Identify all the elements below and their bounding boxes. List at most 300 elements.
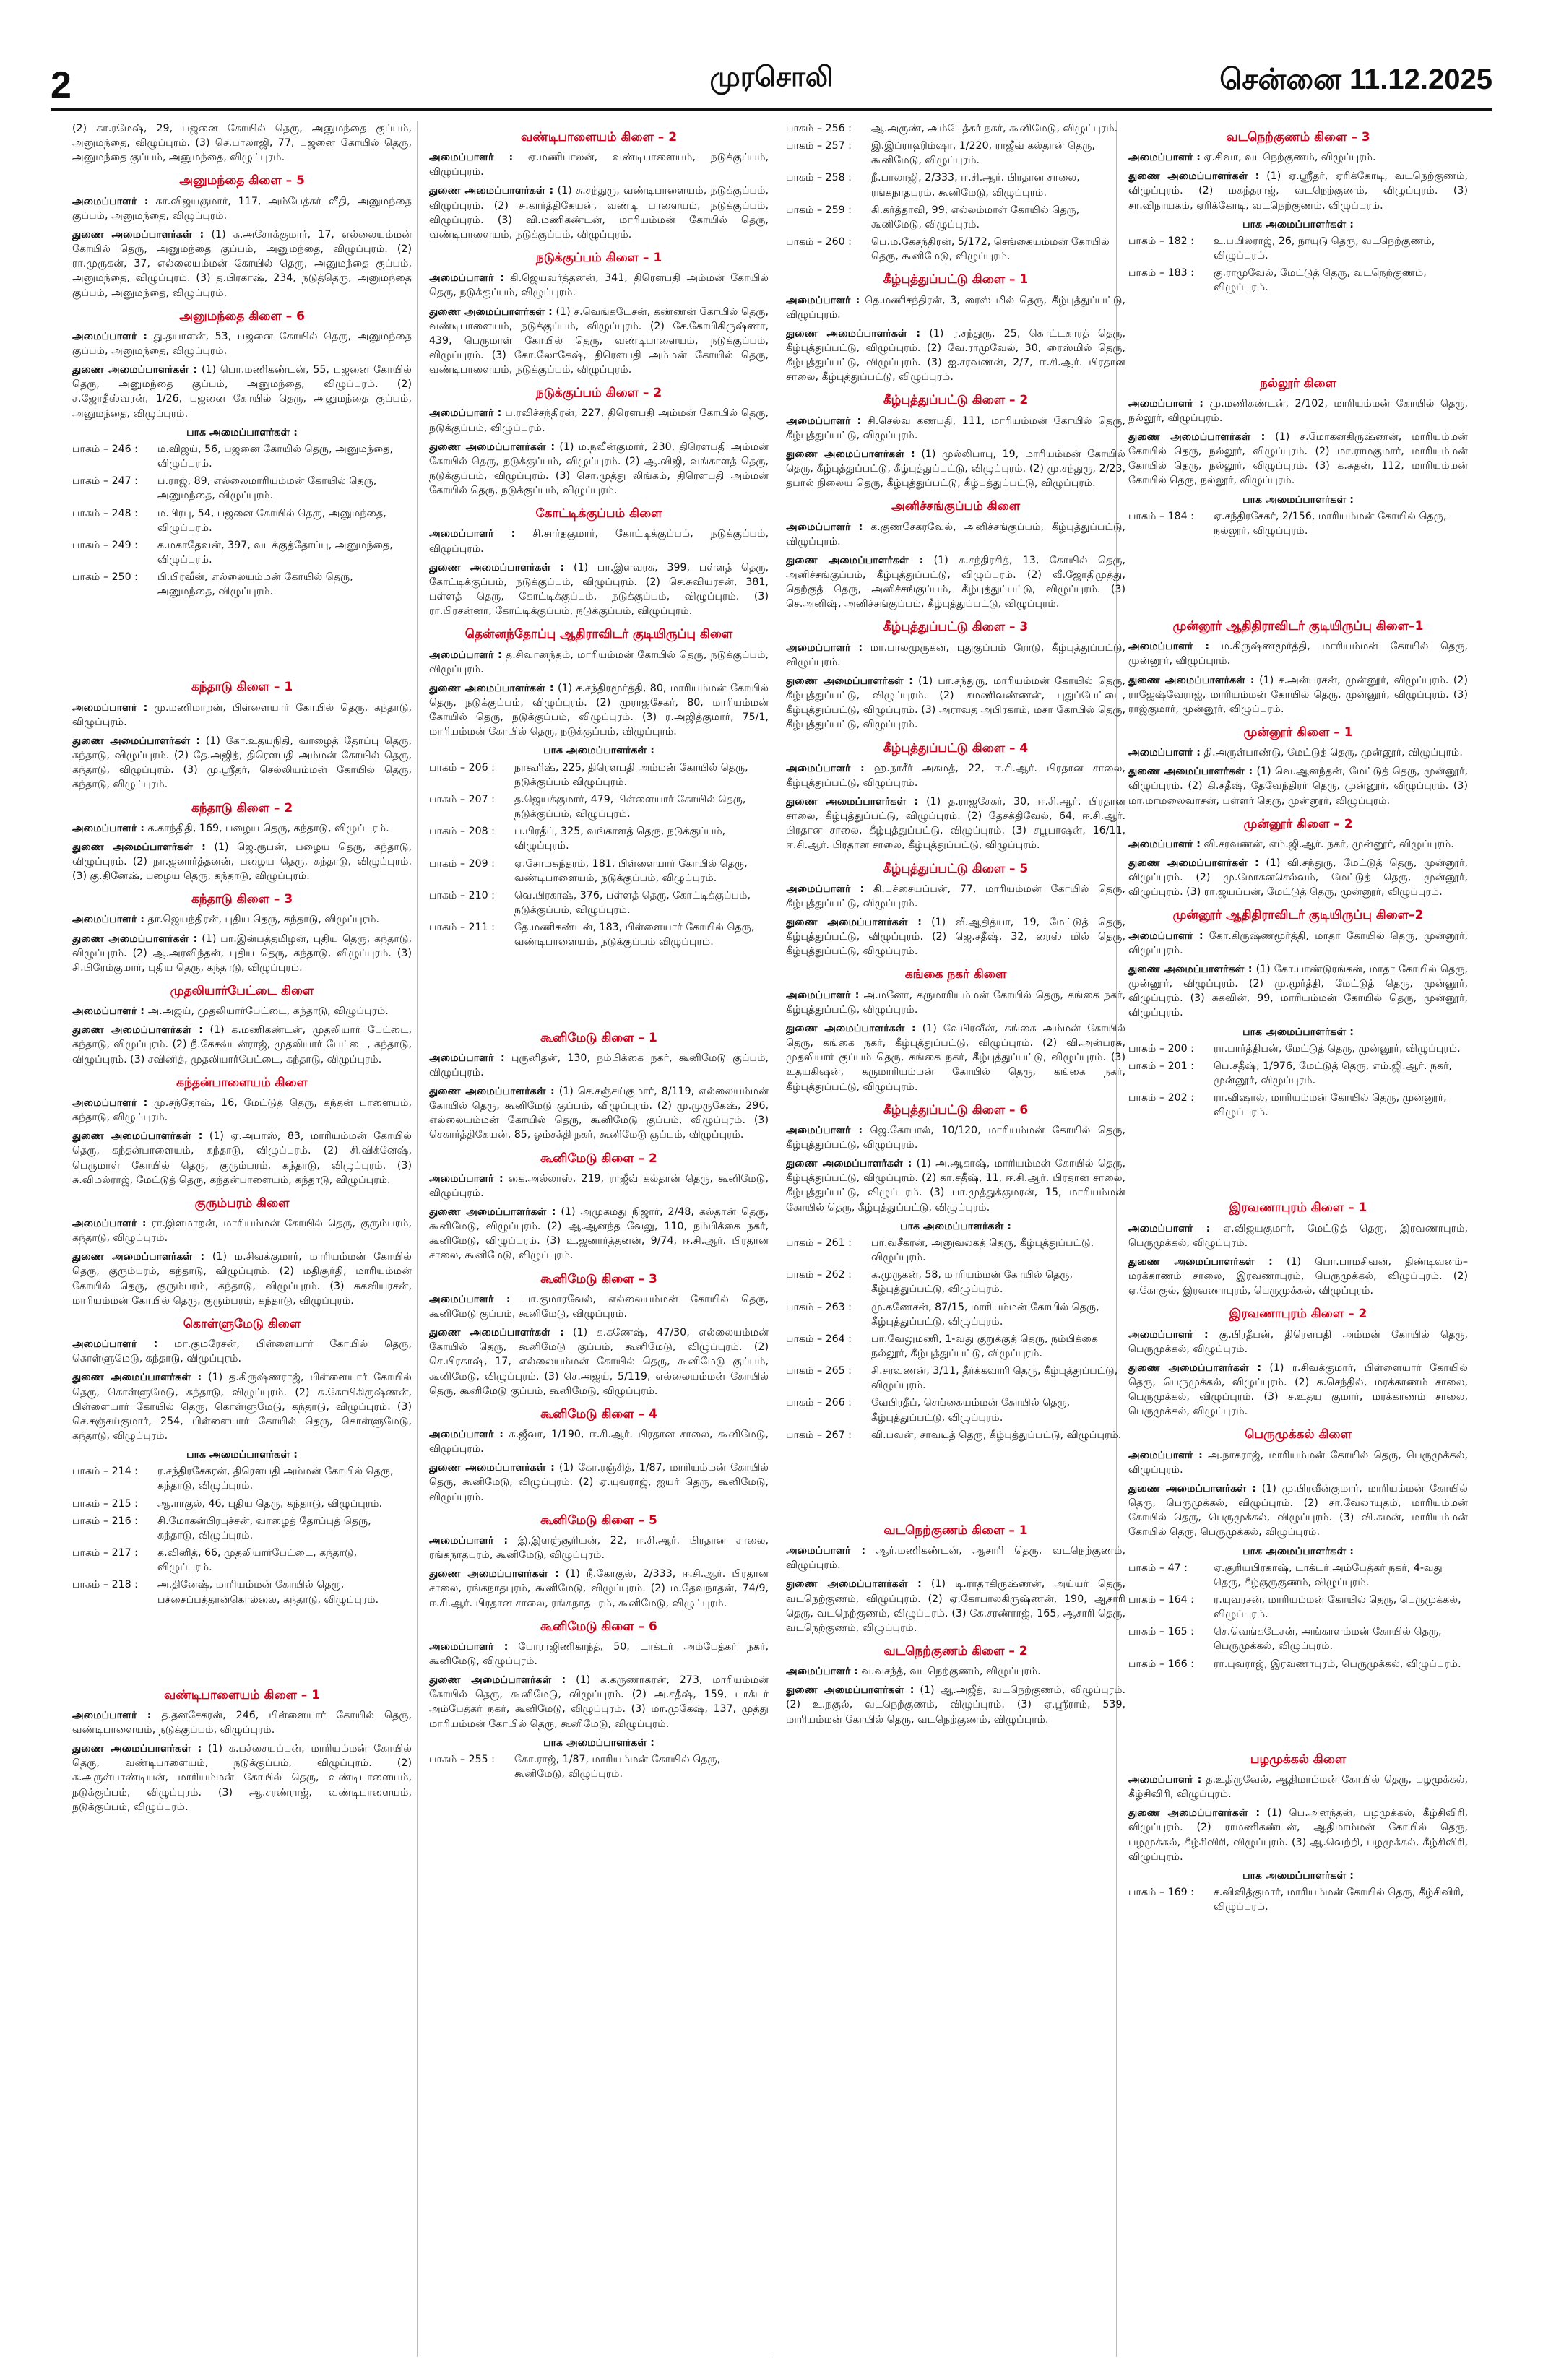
section-spacer (1128, 1127, 1468, 1192)
booth-organizer: ஏ.சூரியபிரகாஷ், டாக்டர் அம்பேத்கர் நகர், 4-வது தெரு, கீழ்குருகுணம், விழுப்புரம். (1214, 1562, 1443, 1588)
deputy-organizers (1128, 1806, 1468, 1864)
booth-row (72, 1464, 412, 1493)
booth-row (786, 1428, 1125, 1442)
branch-title: இரவணாபுரம் கிளை – 1 (1229, 1200, 1367, 1216)
deputy-organizers-text: (1) வி.சந்துரு, மேட்டுத் தெரு, முன்னூர், விழுப்புரம். (2) மு.மோகனசெல்வம், மேட்டுத் தெரு, முன்னூர், விழுப்புரம். (3) ரா.ஜயப்பன், மேட்டுத் தெரு, முன்னூர், விழுப்புரம். (1128, 857, 1468, 899)
booth-organizer: ர.சந்திரசேகரன், திரௌபதி அம்மன் கோயில் தெரு, கந்தாடு, விழுப்புரம். (157, 1466, 394, 1492)
booth-number: பாகம் – 210 : (429, 889, 495, 901)
organizer (786, 1123, 1125, 1152)
booth-row (1128, 1593, 1468, 1622)
deputy-organizers-label: துணை அமைப்பாளர்கள் : (72, 932, 198, 945)
organizer (786, 414, 1125, 443)
section-spacer (1128, 545, 1468, 610)
organizer-text: கா.விஜயகுமார், 117, அம்பேத்கர் வீதி, அனுமந்தை குப்பம், அனுமந்தை, விழுப்புரம். (72, 195, 412, 222)
deputy-organizers-label: துணை அமைப்பாளர்கள் : (72, 1372, 202, 1384)
branch-section (72, 1074, 412, 1187)
deputy-organizers (72, 840, 412, 883)
organizer-text: ம.கிருஷ்ணமூர்த்தி, மாரியம்மன் கோயில் தெரு, முன்னூர், விழுப்புரம். (1128, 641, 1468, 667)
deputy-organizers-label: துணை அமைப்பாளர்கள் : (786, 917, 922, 928)
booth-number: பாகம் – 183 : (1128, 267, 1194, 280)
deputy-organizers-label: துணை அமைப்பாளர்கள் : (1128, 766, 1253, 778)
deputy-organizers (1128, 1481, 1468, 1540)
deputy-organizers (1128, 1361, 1468, 1419)
organizer-label: அமைப்பாளர் : (786, 989, 860, 1001)
branch-title: கந்தாடு கிளை – 2 (191, 800, 293, 815)
organizer-label: அமைப்பாளர் : (786, 294, 860, 306)
booth-row (786, 121, 1125, 136)
deputy-organizers-label: துணை அமைப்பாளர்கள் : (1128, 1807, 1261, 1819)
booth-row (72, 570, 412, 599)
booth-number: பாகம் – 267 : (786, 1429, 852, 1441)
booth-row (786, 1395, 1125, 1424)
deputy-organizers-label: துணை அமைப்பாளர்கள் : (786, 795, 919, 808)
organizer (1128, 1773, 1468, 1801)
organizer-label: அமைப்பாளர் : (72, 1005, 144, 1018)
organizer (429, 271, 769, 300)
organizer (72, 194, 412, 223)
deputy-organizers (429, 1205, 769, 1263)
booth-row (786, 1332, 1125, 1361)
organizer (429, 406, 769, 435)
organizer-label: அமைப்பாளர் : (786, 1666, 858, 1678)
deputy-organizers-text: (1) ம.சிவக்குமார், மாரியம்மன் கோயில் தெரு, குரும்பரம், கந்தாடு, விழுப்புரம். (2) மதிசூர்தி, மாரியம்மன் கோயில் தெரு, குரும்பரம், கந்தாடு, விழுப்புரம். (3) சுகவியரசன், மாரியம்மன் கோயில் தெரு, குரும்பரம், கந்தாடு, விழுப்புரம். (72, 1251, 412, 1307)
organizer (1128, 929, 1468, 958)
deputy-organizers-label: துணை அமைப்பாளர்கள் : (429, 1085, 555, 1097)
deputy-organizers-text: (1) ம.நவீன்குமார், 230, திரௌபதி அம்மன் கோயில் தெரு, நடுக்குப்பம், விழுப்புரம். (2) ஆ.விஜி, வங்காளத் தெரு, நடுக்குப்பம், விழுப்புரம். (3) சொ.முத்து லிங்கம், திரௌபதி அம்மன் கோயில் தெரு, நடுக்குப்பம், விழுப்புரம். (429, 441, 769, 497)
deputy-organizers (72, 228, 412, 300)
branch-section (786, 740, 1125, 853)
organizer-text: கோ.கிருஷ்ணமூர்த்தி, மாதா கோயில் தெரு, முன்னூர், விழுப்புரம். (1128, 930, 1468, 956)
deputy-organizers-text: (1) க.கணேஷ், 47/30, எல்லையம்மன் கோயில் தெரு, கூனிமேடு குப்பம், கூனிமேடு, விழுப்புரம். (2) செ.பிரகாஷ், 17, எல்லையம்மன் கோயில் தெரு, கூனிமேடு குப்பம், கூனிமேடு, விழுப்புரம். (3) செ.அஜய், 5/119, எல்லையம்மன் கோயில் தெரு, கூனிமேடு குப்பம், கூனிமேடு, விழுப்புரம். (429, 1327, 769, 1397)
section-spacer (1128, 303, 1468, 368)
organizer-text: கு.பிரதீபன், திரௌபதி அம்மன் கோயில் தெரு, பெருமுக்கல், விழுப்புரம். (1128, 1328, 1468, 1355)
booth-heading: பாக அமைப்பாளர்கள் : (1242, 1869, 1354, 1882)
organizer-label: அமைப்பாளர் : (72, 1096, 148, 1109)
booth-organizer: பெ.ம.கேசந்திரன், 5/172, செங்கையம்மன் கோயில் தெரு, கூனிமேடு, விழுப்புரம். (871, 236, 1110, 263)
booth-row (429, 792, 769, 821)
booth-row (1128, 266, 1468, 295)
column-3 (786, 121, 1125, 2360)
organizer-text: மு.மணிகண்டன், 2/102, மாரியம்மன் கோயில் தெரு, நல்லூர், விழுப்புரம். (1128, 397, 1468, 424)
deputy-organizers (429, 1325, 769, 1398)
deputy-organizers-text: (1) செ.சஞ்சய்குமார், 8/119, எல்லையம்மன் கோயில் தெரு, கூனிமேடு குப்பம், விழுப்புரம். (2) மு.முருகேஷ், 296, எல்லையம்மன் கோயில் தெரு, கூனிமேடு குப்பம், விழுப்புரம். (3) செகார்த்திகேயன், 85, ஓம்சக்தி நகர், கூனிமேடு குப்பம், விழுப்புரம். (429, 1085, 769, 1141)
organizer-label: அமைப்பாளர் : (429, 649, 502, 661)
branch-title: நல்லூர் கிளை (1260, 376, 1336, 391)
organizer-text: த.சிவானந்தம், மாரியம்மன் கோயில் தெரு, நடுக்குப்பம், விழுப்புரம். (429, 649, 769, 675)
booth-number: பாகம் – 263 : (786, 1301, 852, 1313)
booth-number: பாகம் – 47 : (1128, 1562, 1188, 1574)
deputy-organizers (72, 1129, 412, 1187)
deputy-organizers-label: துணை அமைப்பாளர்கள் : (786, 327, 921, 339)
branch-title: கீழ்புத்துப்பட்டு கிளை – 6 (883, 1102, 1029, 1117)
deputy-organizers-label: துணை அமைப்பாளர்கள் : (786, 1022, 916, 1034)
booth-organizer: வெ.பிரகாஷ், 376, பள்ளத் தெரு, கோட்டிக்குப்பம், நடுக்குப்பம், விழுப்புரம். (514, 889, 751, 917)
booth-organizer: மு.கணேசன், 87/15, மாரியம்மன் கோயில் தெரு, கீழ்புத்துப்பட்டு, விழுப்புரம். (871, 1301, 1099, 1328)
organizer-label: அமைப்பாளர் : (72, 195, 149, 207)
branch-section (786, 618, 1125, 732)
branch-title: முன்னூர் கிளை – 1 (1243, 724, 1353, 740)
organizer (72, 701, 412, 730)
organizer (786, 293, 1125, 322)
branch-title: கூனிமேடு கிளை – 5 (540, 1513, 657, 1528)
deputy-organizers-text: (1) வீ.ஆதித்யா, 19, மேட்டுத் தெரு, கீழ்புத்துப்பட்டு, விழுப்புரம். (2) ஜெ.சதீஷ், 32, ரைஸ் மில் தெரு, கீழ்புத்துப்பட்டு, விழுப்புரம். (786, 917, 1125, 958)
deputy-organizers-label: துணை அமைப்பாளர்கள் : (429, 1206, 556, 1218)
deputy-organizers (72, 1741, 412, 1814)
organizer (786, 641, 1125, 670)
masthead (0, 0, 1543, 108)
booth-organizer: நீ.பாலாஜி, 2/333, ஈ.சி.ஆர். பிரதான சாலை, ரங்கநாதபுரம், கூனிமேடு, விழுப்புரம். (871, 172, 1080, 199)
deputy-organizers-text: (1) ஜெ.ரூபன், பழைய தெரு, கந்தாடு, விழுப்புரம். (2) நா.ஜனார்த்தனன், பழைய தெரு, கந்தாடு, விழுப்புரம். (3) கு.தினேஷ், பழைய தெரு, கந்தாடு, விழுப்புரம். (72, 841, 412, 883)
deputy-organizers (786, 1021, 1125, 1094)
branch-section (786, 498, 1125, 611)
organizer (429, 648, 769, 677)
deputy-organizers (429, 440, 769, 498)
booth-row (72, 442, 412, 471)
deputy-organizers-label: துணை அமைப்பாளர்கள் : (786, 1684, 915, 1697)
deputy-organizers-label: துணை அமைப்பாளர்கள் : (72, 1743, 202, 1755)
booth-number: பாகம் – 247 : (72, 475, 138, 488)
branch-title: கோட்டிக்குப்பம் கிளை (535, 506, 662, 522)
deputy-organizers (786, 1577, 1125, 1635)
section-spacer (1128, 1679, 1468, 1744)
booth-organizer: ச.விவித்குமார், மாரியம்மன் கோயில் தெரு, கீழ்சிவிரி, விழுப்புரம். (1214, 1886, 1464, 1913)
organizer-text: ஜெ.கோபால், 10/120, மாரியம்மன் கோயில் தெரு, கீழ்புத்துப்பட்டு, விழுப்புரம். (786, 1124, 1125, 1151)
branch-section (786, 1102, 1125, 1442)
deputy-organizers-label: துணை அமைப்பாளர்கள் : (72, 1251, 205, 1263)
organizer (72, 1096, 412, 1125)
booth-number: பாகம் – 211 : (429, 922, 495, 934)
organizer-text: போராஜிணிகாந்த், 50, டாக்டர் அம்பேத்கர் நகர், கூனிமேடு, விழுப்புரம். (429, 1640, 769, 1667)
deputy-organizers-text: (1) கோ.பாண்டுரங்கன், மாதா கோயில் தெரு, முன்னூர், விழுப்புரம். (2) மு.மூர்த்தி, மேட்டுத் தெரு, முன்னூர், விழுப்புரம். (3) சுகவின், 99, மாரியம்மன் கோயில் தெரு, முன்னூர், விழுப்புரம். (1128, 963, 1468, 1019)
organizer-label: அமைப்பாளர் : (1128, 1328, 1209, 1341)
booth-number: பாகம் – 259 : (786, 204, 852, 216)
organizer-label: அமைப்பாளர் : (429, 272, 504, 285)
deputy-organizers-text: (1) த.கிருஷ்ணராஜ், பிள்ளையார் கோயில் தெரு, கொள்ளுமேடு, கந்தாடு, விழுப்புரம். (2) சு.கோபிகிருஷ்ணன், பிள்ளையார் கோயில் தெரு, கொள்ளுமேடு, கந்தாடு, விழுப்புரம். (3) செ.சஞ்சய்குமார், 254, பிள்ளையார் கோயில் தெரு, கொள்ளுமேடு, கந்தாடு, விழுப்புரம். (72, 1372, 412, 1442)
booth-number: பாகம் – 200 : (1128, 1042, 1194, 1055)
booth-organizer: பி.பிரவீன், எல்லையம்மன் கோயில் தெரு, அனுமந்தை, விழுப்புரம். (157, 571, 353, 598)
booth-number: பாகம் – 209 : (429, 857, 495, 870)
organizer-label: அமைப்பாளர் : (786, 1124, 863, 1136)
deputy-organizers-label: துணை அமைப்பாளர்கள் : (72, 841, 206, 853)
branch-title: கந்தாடு கிளை – 3 (191, 892, 293, 907)
booth-organizer: ப.ராஜ், 89, எல்லைமாரியம்மன் கோயில் தெரு, அனுமந்தை, விழுப்புரம். (157, 475, 377, 502)
organizer (786, 761, 1125, 790)
booth-organizer: இ.இப்ராஹிம்ஷா, 1/220, ராஜீவ் கல்தான் தெரு, கூனிமேடு, விழுப்புரம். (871, 140, 1096, 167)
deputy-organizers-label: துணை அமைப்பாளர்கள் : (429, 1568, 559, 1580)
deputy-organizers-label: துணை அமைப்பாளர்கள் : (429, 1327, 564, 1339)
branch-title: கீழ்புத்துப்பட்டு கிளை – 3 (883, 620, 1029, 635)
deputy-organizers-label: துணை அமைப்பாளர்கள் : (72, 735, 201, 747)
deputy-organizers-label: துணை அமைப்பாளர்கள் : (72, 228, 204, 241)
organizer-label: அமைப்பாளர் : (1128, 641, 1210, 653)
branch-title: கங்கை நகர் கிளை (904, 967, 1007, 982)
column-2 (429, 121, 769, 2360)
booth-number: பாகம் – 201 : (1128, 1060, 1194, 1072)
deputy-organizers (786, 447, 1125, 490)
booth-number: பாகம் – 184 : (1128, 510, 1194, 522)
branch-section (72, 172, 412, 300)
deputy-organizers-text: (1) முல்லிபாபு, 19, மாரியம்மன் கோயில் தெரு, கீழ்புத்துப்பட்டு, கீழ்புத்துப்பட்டு, விழுப்புரம். (2) மு.சந்துரு, 2/23, தபால் நிலைய தெரு, கீழ்புத்துப்பட்டு, கீழ்புத்துப்பட்டு, விழுப்புரம். (786, 448, 1125, 490)
booth-row (786, 1236, 1125, 1265)
organizer-text: தி.அருள்பாண்டு, மேட்டுத் தெரு, முன்னூர், விழுப்புரம். (1203, 747, 1463, 759)
deputy-organizers-text: (1) ர.சிவக்குமார், பிள்ளையார் கோயில் தெரு, பெருமுக்கல், விழுப்புரம். (2) க.செந்தில், மரக்காணம் சாலை, பெருமுக்கல், விழுப்புரம். (3) ச.உதய குமார், மரக்காணம் சாலை, பெருமுக்கல், விழுப்புரம். (1128, 1362, 1468, 1418)
organizer-label: அமைப்பாளர் : (786, 1545, 866, 1557)
deputy-organizers-text: (1) பெ.அனந்தன், பழமுக்கல், கீழ்சிவிரி, விழுப்புரம். (2) ராமணிகண்டன், ஆதிமாம்மன் கோயில் தெரு, பழமுக்கல், கீழ்சிவிரி, விழுப்புரம். (3) ஆ.வெற்றி, பழமுக்கல், கீழ்சிவிரி, விழுப்புரம். (1128, 1807, 1468, 1863)
branch-section (786, 860, 1125, 959)
organizer-text: த.தனசேகரன், 246, பிள்ளையார் கோயில் தெரு, வண்டிபாளையம், நடுக்குப்பம், விழுப்புரம். (72, 1709, 412, 1736)
organizer-label: அமைப்பாளர் : (429, 1172, 503, 1185)
organizer-text: க.குணசேகரவேல், அனிச்சங்குப்பம், கீழ்புத்துப்பட்டு, விழுப்புரம். (786, 521, 1125, 548)
deputy-organizers (1128, 673, 1468, 717)
organizer-label: அமைப்பாளர் : (1128, 747, 1201, 759)
organizer (429, 527, 769, 555)
organizer-label: அமைப்பாளர் : (786, 641, 863, 654)
branch-section (72, 308, 412, 600)
booth-row (1128, 1059, 1468, 1088)
branch-section (1128, 815, 1468, 900)
deputy-organizers (786, 795, 1125, 853)
branch-section (429, 1029, 769, 1143)
booth-organizer: க.வினித், 66, முதலியார்பேட்டை, கந்தாடு, விழுப்புரம். (157, 1547, 358, 1574)
deputy-organizers-text: (1) ச.அன்பரசன், முன்னூர், விழுப்புரம். (2) ராஜேஷ்வேராஜ், மாரியம்மன் கோயில் தெரு, முன்னூர், விழுப்புரம். (3) ராஜ்குமார், முன்னூர், விழுப்புரம். (1128, 674, 1468, 715)
deputy-organizers-text: (1) பா.இன்பத்தமிழன், புதிய தெரு, கந்தாடு, விழுப்புரம். (2) ஆ.அரவிந்தன், புதிய தெரு, கந்தாடு, விழுப்புரம். (3) சி.பிரேம்குமார், புதிய தெரு, கந்தாடு, விழுப்புரம். (72, 932, 412, 974)
organizer-label: அமைப்பாளர் : (72, 914, 144, 926)
organizer (72, 821, 412, 836)
booth-organizer: வி.பவன், சாவடித் தெரு, கீழ்புத்துப்பட்டு, விழுப்புரம். (871, 1429, 1122, 1441)
branch-title: அனிச்சங்குப்பம் கிளை (891, 499, 1021, 514)
organizer-label: அமைப்பாளர் : (786, 521, 863, 533)
organizer-text: வி.சரவணன், எம்.ஜி.ஆர். நகர், முன்னூர், விழுப்புரம். (1203, 838, 1454, 850)
deputy-organizers (72, 363, 412, 421)
branch-title: வண்டிபாளையம் கிளை – 2 (520, 130, 678, 144)
branch-title: அனுமந்தை கிளை – 5 (179, 173, 305, 189)
deputy-organizers-text: (1) டி.ராதாகிருஷ்ணன், அய்யர் தெரு, வடநெற்குணம், விழுப்புரம். (2) ஏ.கோபாலகிருஷ்ணன், 190, ஆசாரி தெரு, வடநெற்குணம், விழுப்புரம். (3) கே.சரண்ராஜ், 165, ஆசாரி தெரு, வடநெற்குணம், விழுப்புரம். (786, 1578, 1125, 1634)
organizer-label: அமைப்பாளர் : (429, 1534, 509, 1546)
booth-number: பாகம் – 266 : (786, 1397, 852, 1409)
branch-section (72, 678, 412, 792)
deputy-organizers-text: (1) கோ.உதயநிதி, வாழைத் தோப்பு தெரு, கந்தாடு, விழுப்புரம். (2) தே.அஜித், திரௌபதி அம்மன் கோயில் தெரு, கந்தாடு, விழுப்புரம். (3) மு.ஸ்ரீதர், செல்லியம்மன் கோயில் தெரு, கந்தாடு, விழுப்புரம். (72, 735, 412, 791)
organizer (1128, 1221, 1468, 1250)
booth-number: பாகம் – 206 : (429, 761, 495, 774)
booth-row (1128, 1624, 1468, 1653)
deputy-organizers-label: துணை அமைப்பாளர்கள் : (786, 448, 915, 460)
deputy-organizers (429, 1084, 769, 1143)
deputy-organizers (72, 734, 412, 792)
deputy-organizers-text: (1) க.அசோக்குமார், 17, எல்லையம்மன் கோயில் தெரு, அனுமந்தை குப்பம், அனுமந்தை, விழுப்புரம். (2) ரா.முருகன், 37, எல்லையம்மன் கோயில் தெரு, அனுமந்தை குப்பம், அனுமந்தை, விழுப்புரம். (3) த.பிரகாஷ், 234, நடுத்தெரு, அனுமந்தை குப்பம், அனுமந்தை, விழுப்புரம். (72, 228, 412, 299)
booth-row (72, 1497, 412, 1511)
organizer (429, 1640, 769, 1669)
branch-title: கூனிமேடு கிளை – 2 (540, 1151, 657, 1166)
organizer-text: சி.சார்தகுமார், கோட்டிக்குப்பம், நடுக்குப்பம், விழுப்புரம். (429, 528, 769, 555)
organizer-label: அமைப்பாளர் : (786, 415, 862, 427)
organizer-label: அமைப்பாளர் : (1128, 838, 1201, 850)
branch-title: கீழ்புத்துப்பட்டு கிளை – 4 (883, 740, 1029, 756)
booth-organizer: ஏ.சோமசுந்தரம், 181, பிள்ளையார் கோயில் தெரு, வண்டிபாளையம், நடுக்குப்பம், விழுப்புரம். (514, 857, 748, 884)
deputy-organizers-label: துணை அமைப்பாளர்கள் : (429, 1674, 566, 1687)
deputy-organizers-text: (1) ஆ.அஜீத், வடநெற்குணம், விழுப்புரம். (2) உ.நகுல், வடநெற்குணம், விழுப்புரம். (3) ஏ.ஸ்ரீராம், 539, மாரியம்மன் கோயில் தெரு, வடநெற்குணம், விழுப்புரம். (786, 1684, 1125, 1726)
branch-section (429, 129, 769, 242)
booth-number: பாகம் – 262 : (786, 1269, 852, 1281)
organizer (1128, 397, 1468, 425)
booth-row (1128, 1091, 1468, 1120)
deputy-organizers-text: (1) சு.சந்துரு, வண்டிபாளையம், நடுக்குப்பம், விழுப்புரம். (2) சு.கார்த்திகேயன், வண்டி பாளையம், நடுக்குப்பம், விழுப்புரம். (3) வி.மணிகண்டன், மாரியம்மன் கோயில் தெரு, வண்டிபாளையம், நடுக்குப்பம், விழுப்புரம். (429, 185, 769, 241)
branch-section (1128, 1426, 1468, 1671)
booth-row (786, 1364, 1125, 1393)
column-4 (1128, 121, 1468, 2360)
deputy-organizers (429, 561, 769, 619)
branch-title: முன்னூர் ஆதிதிராவிடர் குடியிருப்பு கிளை–2 (1172, 908, 1424, 923)
organizer (72, 1337, 412, 1366)
organizer (1128, 1448, 1468, 1477)
organizer-text: ஏ.சிவா, வடநெற்குணம், விழுப்புரம். (1203, 152, 1376, 164)
organizer-label: அமைப்பாளர் : (429, 1052, 505, 1064)
deputy-organizers-label: துணை அமைப்பாளர்கள் : (786, 1158, 912, 1170)
booth-heading: பாக அமைப்பாளர்கள் : (1242, 1026, 1354, 1038)
booth-number: பாகம் – 265 : (786, 1365, 852, 1377)
booth-row (429, 857, 769, 886)
deputy-organizers (1128, 962, 1468, 1021)
booth-heading: பாக அமைப்பாளர்கள் : (900, 1220, 1011, 1232)
section-spacer (786, 1450, 1125, 1515)
branch-title: பெருமுக்கல் கிளை (1245, 1427, 1352, 1442)
booth-row (786, 170, 1125, 199)
deputy-organizers-text: (1) மு.பிரவீன்குமார், மாரியம்மன் கோயில் தெரு, பெருமுக்கல், விழுப்புரம். (2) சா.வேலாயுதம், மாரியம்மன் கோயில் தெரு, பெருமுக்கல், விழுப்புரம். (3) வி.சுமன், மாரியம்மன் கோயில் தெரு, பெருமுக்கல், விழுப்புரம். (1128, 1482, 1468, 1539)
organizer-label: அமைப்பாளர் : (1128, 930, 1203, 942)
deputy-organizers-label: துணை அமைப்பாளர்கள் : (429, 561, 565, 574)
deputy-organizers (786, 326, 1125, 385)
deputy-organizers (1128, 1255, 1468, 1298)
branch-title: நடுக்குப்பம் கிளை – 2 (535, 386, 662, 401)
branch-title: வண்டிபாளையம் கிளை – 1 (163, 1687, 321, 1702)
branch-title: நடுக்குப்பம் கிளை – 1 (535, 251, 662, 266)
deputy-organizers (72, 932, 412, 975)
branch-title: கூனிமேடு கிளை – 3 (540, 1271, 657, 1286)
branch-section (429, 1150, 769, 1263)
branch-section (786, 966, 1125, 1094)
booth-organizer: ரா.பார்த்திபன், மேட்டுத் தெரு, முன்னூர், விழுப்புரம். (1214, 1042, 1461, 1055)
booth-number: பாகம் – 264 : (786, 1333, 852, 1345)
branch-section (429, 249, 769, 377)
continued-text: (2) கா.ரமேஷ், 29, பஜனை கோயில் தெரு, அனுமந்தை குப்பம், அனுமந்தை, விழுப்புரம். (3) செ.பாலாஜி, 77, பஜனை கோயில் தெரு, அனுமந்தை குப்பம், அனுமந்தை, விழுப்புரம். (72, 123, 412, 164)
branch-title: கூனிமேடு கிளை – 4 (540, 1406, 657, 1421)
booth-number: பாகம் – 257 : (786, 140, 852, 152)
organizer-text: ஏ.விஜயகுமார், மேட்டுத் தெரு, இரவணாபுரம், பெருமுக்கல், விழுப்புரம். (1128, 1222, 1468, 1249)
deputy-organizers-label: துணை அமைப்பாளர்கள் : (429, 682, 554, 694)
organizer-label: அமைப்பாளர் : (72, 330, 147, 342)
deputy-organizers (786, 553, 1125, 612)
branch-title: வடநெற்குணம் கிளை – 3 (1226, 130, 1370, 144)
branch-section (1128, 618, 1468, 717)
deputy-organizers (429, 183, 769, 242)
organizer-label: அமைப்பாளர் : (1128, 1449, 1203, 1461)
organizer-text: வ.வசந்த், வடநெற்குணம், விழுப்புரம். (861, 1666, 1041, 1678)
deputy-organizers-text: (1) அ.ஆகாஷ், மாரியம்மன் கோயில் தெரு, கீழ்புத்துப்பட்டு, விழுப்புரம். (2) கா.சதீஷ், 11, ஈ.சி.ஆர். பிரதான சாலை, கீழ்புத்துப்பட்டு, விழுப்புரம். (3) பா.முத்துக்குமரன், 15, மாரியம்மன் கோயில் தெரு, கீழ்புத்துப்பட்டு, விழுப்புரம். (786, 1158, 1125, 1213)
deputy-organizers-label: துணை அமைப்பாளர்கள் : (429, 185, 554, 197)
branch-title: கூனிமேடு கிளை – 6 (540, 1619, 657, 1634)
deputy-organizers-text: (1) ர.சந்துரு, 25, கொட்டகாரத் தெரு, கீழ்புத்துப்பட்டு, விழுப்புரம். (2) வே.ராமுவேல், 30, ரைஸ்மில் தெரு, கீழ்புத்துப்பட்டு, விழுப்புரம். (3) ஐ.சரவணன், 2/7, ஈ.சி.ஆர். பிரதான சாலை, கீழ்புத்துப்பட்டு, விழுப்புரம். (786, 327, 1125, 384)
deputy-organizers-text: (1) நீ.கோகுல், 2/333, ஈ.சி.ஆர். பிரதான சாலை, ரங்கநாதபுரம், கூனிமேடு, விழுப்புரம். (2) ம.தேவநாதன், 74/9, ஈ.சி.ஆர். பிரதான சாலை, ரங்கநாதபுரம், கூனிமேடு, விழுப்புரம். (429, 1568, 769, 1609)
booth-row (72, 1514, 412, 1543)
deputy-organizers (429, 305, 769, 378)
deputy-organizers-label: துணை அமைப்பாளர்கள் : (786, 1578, 922, 1591)
booth-organizer: ரா.புவராஜ், இரவணாபுரம், பெருமுக்கல், விழுப்புரம். (1214, 1658, 1461, 1670)
booth-number: பாகம் – 217 : (72, 1547, 138, 1559)
branch-section (786, 271, 1125, 384)
organizer-label: அமைப்பாளர் : (72, 822, 144, 834)
branch-section (72, 1315, 412, 1607)
deputy-organizers (72, 1023, 412, 1066)
booth-organizer: பெ.சதீஷ், 1/976, மேட்டுத் தெரு, எம்.ஜி.ஆர். நகர், முன்னூர், விழுப்புரம். (1214, 1060, 1453, 1086)
organizer (72, 329, 412, 358)
organizer-text: மு.மணிமாறன், பிள்ளையார் கோயில் தெரு, கந்தாடு, விழுப்புரம். (72, 701, 412, 728)
organizer-text: மு.சந்தோஷ், 16, மேட்டுத் தெரு, கந்தன் பாளையம், கந்தாடு, விழுப்புரம். (72, 1096, 412, 1124)
booth-row (1128, 1561, 1468, 1590)
deputy-organizers (1128, 764, 1468, 808)
organizer (1128, 639, 1468, 668)
section-spacer (429, 957, 769, 1022)
deputy-organizers (429, 1461, 769, 1504)
deputy-organizers-label: துணை அமைப்பாளர்கள் : (72, 1024, 203, 1037)
branch-section (72, 1195, 412, 1308)
booth-number: பாகம் – 208 : (429, 826, 495, 838)
section-spacer (72, 606, 412, 671)
branch-title: இரவணாபுரம் கிளை – 2 (1229, 1307, 1367, 1322)
organizer-text: ஏ.மணிபாலன், வண்டிபாளையம், நடுக்குப்பம், விழுப்புரம். (429, 152, 769, 178)
booth-heading: பாக அமைப்பாளர்கள் : (1242, 1545, 1354, 1557)
deputy-organizers-label: துணை அமைப்பாளர்கள் : (72, 364, 198, 376)
organizer (429, 1292, 769, 1321)
page-number: 2 (51, 64, 72, 106)
deputy-organizers-text: (1) பா.இளவரசு, 399, பள்ளத் தெரு, கோட்டிக்குப்பம், நடுக்குப்பம், விழுப்புரம். (2) செ.சுவியரசன், 381, பள்ளத் தெரு, கோட்டிக்குப்பம், நடுக்குப்பம், விழுப்புரம். (3) ரா.பிரசன்னா, கோட்டிக்குப்பம், நடுக்குப்பம், விழுப்புரம். (429, 561, 769, 618)
deputy-organizers-text: (1) ஏ.அபாஸ், 83, மாரியம்மன் கோயில் தெரு, கந்தன்பாளையம், கந்தாடு, விழுப்புரம். (2) சி.விக்னேஷ், பெருமாள் கோயில் தெரு, குரும்பரம், கந்தாடு, விழுப்புரம். (3) சு.விமல்ராஜ், மேட்டுத் தெரு, கந்தன்பாளையம், கந்தாடு, விழுப்புரம். (72, 1130, 412, 1186)
deputy-organizers (429, 1673, 769, 1731)
branch-section (1128, 1751, 1468, 1915)
booth-row (72, 538, 412, 567)
booth-row (786, 139, 1125, 168)
organizer-text: அ.அஜய், முதலியார்பேட்டை, கந்தாடு, விழுப்புரம். (147, 1005, 389, 1018)
booth-number: பாகம் – 255 : (429, 1753, 495, 1765)
organizer-text: பா.குமாரவேல், எல்லையம்மன் கோயில் தெரு, கூனிமேடு குப்பம், கூனிமேடு, விழுப்புரம். (429, 1293, 769, 1320)
booth-organizer: வேபிரதீப், செங்கையம்மன் கோயில் தெரு, கீழ்புத்துப்பட்டு, விழுப்புரம். (871, 1397, 1071, 1424)
organizer-text: கை.அல்லாஸ், 219, ராஜீவ் கல்தான் தெரு, கூனிமேடு, விழுப்புரம். (429, 1172, 769, 1199)
newspaper-name: முரசொலி (709, 61, 834, 92)
branch-section (429, 1406, 769, 1505)
booth-number: பாகம் – 214 : (72, 1466, 138, 1478)
organizer-text: சி.செல்வ கணபதி, 111, மாரியம்மன் கோயில் தெரு, கீழ்புத்துப்பட்டு, விழுப்புரம். (786, 415, 1125, 441)
booth-row (72, 1578, 412, 1606)
deputy-organizers-text: (1) த.ராஜசேகர், 30, ஈ.சி.ஆர். பிரதான சாலை, கீழ்புத்துப்பட்டு, விழுப்புரம். (2) தேசக்திவேல், 64, ஈ.சி.ஆர். பிரதான சாலை, கீழ்புத்துப்பட்டு, விழுப்புரம். (3) சபூபாஷன், 16/11, ஈ.சி.ஆர். பிரதான சாலை, கீழ்புத்துப்பட்டு, விழுப்புரம். (786, 795, 1125, 852)
booth-organizer: கு.ராமுவேல், மேட்டுத் தெரு, வடநெற்குணம், விழுப்புரம். (1214, 267, 1427, 294)
booth-organizer: சி.மோகன்பிரபுச்சன், வாழைத் தோப்புத் தெரு, கந்தாடு, விழுப்புரம். (157, 1515, 371, 1541)
branch-title: கீழ்புத்துப்பட்டு கிளை – 2 (883, 393, 1029, 408)
booth-organizer: கோ.ராஜ், 1/87, மாரியம்மன் கோயில் தெரு, கூனிமேடு, விழுப்புரம். (514, 1753, 721, 1780)
deputy-organizers-text: (1) ஏ.ஸ்ரீதர், ஏரிக்கோடி, வடநெற்குணம், விழுப்புரம். (2) மகந்தராஜ், வடநெற்குணம், விழுப்புரம். (3) சா.விநாயகம், ஏரிக்கோடி, வடநெற்குணம், விழுப்புரம். (1128, 170, 1468, 212)
branch-section (786, 391, 1125, 490)
booth-row (786, 235, 1125, 264)
booth-number: பாகம் – 258 : (786, 172, 852, 184)
branch-section (786, 121, 1125, 264)
booth-organizer: ரா.விஷால், மாரியம்மன் கோயில் தெரு, முன்னூர், விழுப்புரம். (1214, 1092, 1447, 1119)
deputy-organizers-text: (1) ச.சந்திரமூர்த்தி, 80, மாரியம்மன் கோயில் தெரு, நடுக்குப்பம், விழுப்புரம். (2) முராஜசேகர், 80, மாரியம்மன் கோயில் தெரு, நடுக்குப்பம், விழுப்புரம். (3) ர.அஜித்குமார், 75/1, மாரியம்மன் கோயில் தெரு, நடுக்குப்பம், விழுப்புரம். (429, 682, 769, 738)
branch-title: கீழ்புத்துப்பட்டு கிளை – 5 (883, 861, 1029, 876)
booth-number: பாகம் – 248 : (72, 507, 138, 519)
branch-section (429, 1512, 769, 1611)
booth-heading: பாக அமைப்பாளர்கள் : (186, 1449, 298, 1461)
booth-organizer: கி.கர்த்தாவி, 99, எல்லம்மாள் கோயில் தெரு, கூனிமேடு, விழுப்புரம். (871, 204, 1080, 230)
booth-heading: பாக அமைப்பாளர்கள் : (186, 426, 298, 438)
dateline: சென்னை 11.12.2025 (1219, 64, 1492, 95)
deputy-organizers (1128, 856, 1468, 899)
